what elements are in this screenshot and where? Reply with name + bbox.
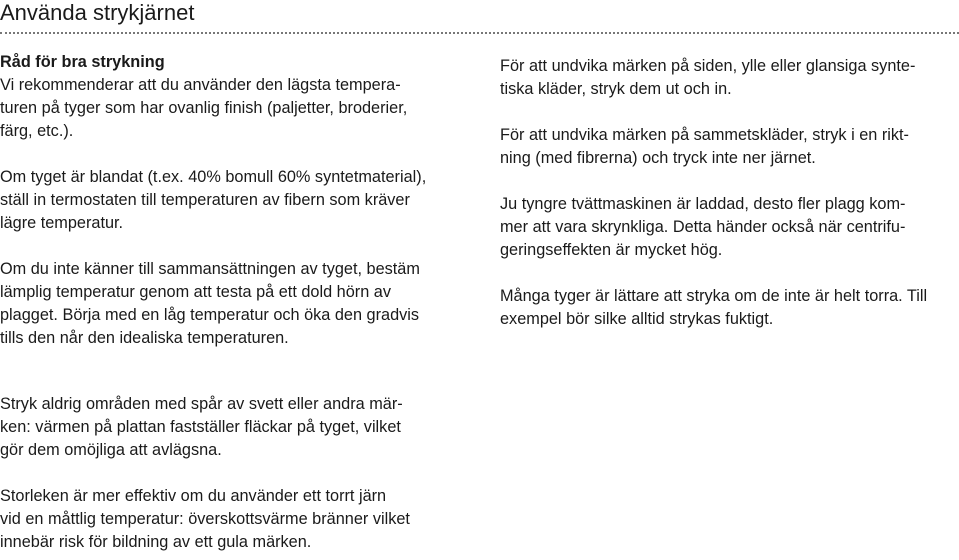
paragraph-lowest-temperature	[0, 74, 470, 143]
text-line: För att undvika märken på sammetskläder, stryk i en rikt-	[500, 126, 909, 144]
text-line: Storleken är mer effektiv om du använder ett torrt järn	[0, 487, 387, 505]
title-divider	[0, 32, 959, 34]
text-line: För att undvika märken på siden, ylle eller glansiga synte-	[500, 57, 916, 75]
text-line: lämplig temperatur genom att testa på ett dold hörn av	[0, 283, 391, 301]
text-line: ställ in termostaten till temperaturen av fibern som kräver	[0, 191, 410, 209]
paragraph-unknown-composition	[0, 258, 470, 350]
paragraph-sweat-stains	[0, 393, 470, 462]
text-line: innebär risk för bildning av ett gula märken.	[0, 533, 312, 551]
text-line: ken: värmen på plattan fastställer fläckar på tyget, vilket	[0, 418, 401, 436]
left-column	[0, 51, 470, 350]
text-line: Om du inte känner till sammansättningen av tyget, bestäm	[0, 260, 420, 278]
bottom-left-section	[0, 393, 470, 554]
paragraph-dry-iron	[0, 485, 470, 554]
text-line: exempel bör silke alltid strykas fuktigt.	[500, 310, 774, 328]
text-line: ning (med fibrerna) och tryck inte ner järnet.	[500, 149, 816, 167]
text-line: gör dem omöjliga att avlägsna.	[0, 441, 222, 459]
text-line: Vi rekommenderar att du använder den lägsta tempera-	[0, 76, 401, 94]
text-line: lägre temperatur.	[0, 214, 124, 232]
text-line: Många tyger är lättare att stryka om de inte är helt torra. Till	[500, 287, 928, 305]
right-column	[500, 55, 959, 331]
text-line: turen på tyger som har ovanlig finish (paljetter, broderier,	[0, 99, 408, 117]
text-line: Stryk aldrig områden med spår av svett eller andra mär-	[0, 395, 403, 413]
paragraph-blended-fabric	[0, 166, 470, 235]
text-line: tiska kläder, stryk dem ut och in.	[500, 80, 732, 98]
paragraph-washing-machine-load	[500, 193, 959, 262]
text-line: färg, etc.).	[0, 122, 74, 140]
text-line: Om tyget är blandat (t.ex. 40% bomull 60% syntetmaterial),	[0, 168, 427, 186]
paragraph-damp-fabrics	[500, 285, 959, 331]
page-title: Använda strykjärnet	[0, 0, 195, 25]
section-heading: Råd för bra strykning	[0, 53, 165, 71]
text-line: geringseffekten är mycket hög.	[500, 241, 723, 259]
text-line: tills den når den idealiska temperaturen.	[0, 329, 289, 347]
paragraph-velvet	[500, 124, 959, 170]
text-line: Ju tyngre tvättmaskinen är laddad, desto fler plagg kom-	[500, 195, 906, 213]
text-line: plagget. Börja med en låg temperatur och öka den gradvis	[0, 306, 420, 324]
text-line: mer att vara skrynkliga. Detta händer också när centrifu-	[500, 218, 906, 236]
paragraph-silk-wool	[500, 55, 959, 101]
text-line: vid en måttlig temperatur: överskottsvärme bränner vilket	[0, 510, 410, 528]
